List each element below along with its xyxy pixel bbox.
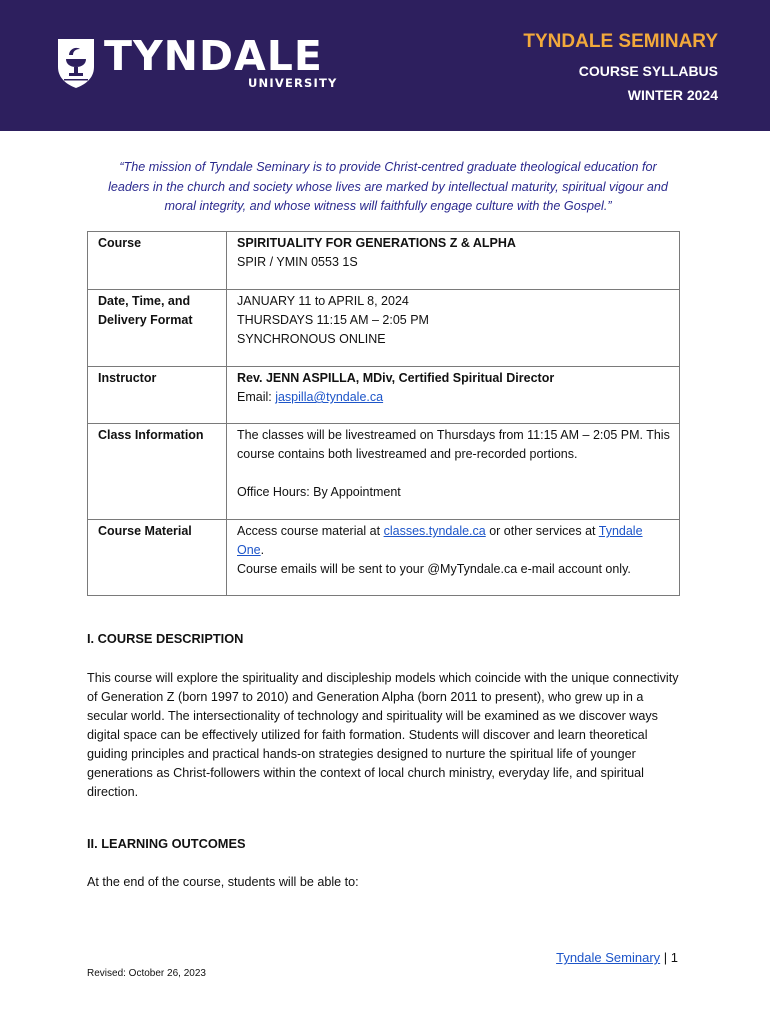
instructor-email-link[interactable]: jaspilla@tyndale.ca (275, 390, 384, 404)
footer-seminary-link[interactable]: Tyndale Seminary (556, 950, 661, 965)
classes-link[interactable]: classes.tyndale.ca (383, 524, 486, 538)
course-dates: JANUARY 11 to APRIL 8, 2024 (237, 294, 409, 308)
instructor-name: Rev. JENN ASPILLA, MDiv, Certified Spiritual Director (237, 371, 555, 385)
syllabus-label: COURSE SYLLABUS (578, 63, 718, 79)
email-label: Email: (237, 390, 276, 404)
row-label-class-info: Class Information (88, 424, 227, 520)
instructor-email-line (237, 388, 671, 407)
seminary-title: TYNDALE SEMINARY (523, 31, 718, 52)
row-label-instructor: Instructor (88, 367, 227, 424)
course-time: THURSDAYS 11:15 AM – 2:05 PM (237, 313, 429, 327)
material-cell (227, 520, 680, 596)
learning-outcomes-heading: II. LEARNING OUTCOMES (87, 836, 246, 851)
course-description-heading: I. COURSE DESCRIPTION (87, 631, 244, 646)
table-row (88, 367, 680, 424)
course-code: SPIR / YMIN 0553 1S (237, 255, 358, 269)
delivery-format: SYNCHRONOUS ONLINE (237, 332, 386, 346)
material-text: or other services at (485, 524, 599, 538)
footer-separator: | (660, 950, 671, 965)
revised-date: Revised: October 26, 2023 (87, 968, 206, 979)
class-info-cell (227, 424, 680, 520)
material-text: Access course material at (237, 524, 384, 538)
material-text: . (260, 543, 265, 557)
tyndale-logo[interactable] (56, 32, 346, 92)
header-band (0, 0, 770, 131)
date-cell (227, 290, 680, 367)
row-label-date: Date, Time, and Delivery Format (88, 290, 227, 367)
logo-wordmark: TYNDALE (104, 32, 323, 80)
term-label: WINTER 2024 (627, 87, 718, 103)
course-cell (227, 232, 680, 290)
office-hours: Office Hours: By Appointment (237, 485, 401, 499)
row-label-material: Course Material (88, 520, 227, 596)
page-number: 1 (670, 950, 678, 965)
learning-outcomes-intro: At the end of the course, students will be able to: (87, 875, 359, 889)
row-label-course: Course (88, 232, 227, 290)
course-title: SPIRITUALITY FOR GENERATIONS Z & ALPHA (237, 236, 516, 250)
class-info-text: The classes will be livestreamed on Thursdays from 11:15 AM – 2:05 PM. This course contains both livestreamed and pre-recorded portions. (237, 428, 670, 461)
table-row (88, 290, 680, 367)
table-row (88, 232, 680, 290)
course-description-body: This course will explore the spirituality and discipleship models which coincide with the unique connectivity of Generation Z (born 1997 to 2010) and Generation Alpha (born 2011 to present), who grew up in a secular world. The intersectionality of technology and spirituality will be examined as we discover ways digital space can be effectively utilized for faith formation. Students will discover and learn theoretical guiding principles and practical hands-on strategies designed to nurture the spiritual life of younger generations as Christ-followers within the context of local church ministry, everyday life, and spiritual direction. (87, 671, 679, 799)
material-line (237, 522, 671, 560)
table-row (88, 424, 680, 520)
page-footer (556, 950, 678, 965)
mission-statement: “The mission of Tyndale Seminary is to provide Christ-centred graduate theological education for leaders in the church and society whose lives are marked by intellectual maturity, spiritual vigour and moral integrity, and whose witness will faithfully engage culture with the Gospel.” (108, 160, 668, 213)
shield-icon (56, 37, 96, 89)
table-row (88, 520, 680, 596)
instructor-cell (227, 367, 680, 424)
logo-subtext: UNIVERSITY (248, 76, 338, 90)
tyndale-one-link[interactable]: Tyndale One (237, 524, 643, 557)
email-note: Course emails will be sent to your @MyTyndale.ca e-mail account only. (237, 562, 631, 576)
course-info-table (87, 231, 680, 596)
